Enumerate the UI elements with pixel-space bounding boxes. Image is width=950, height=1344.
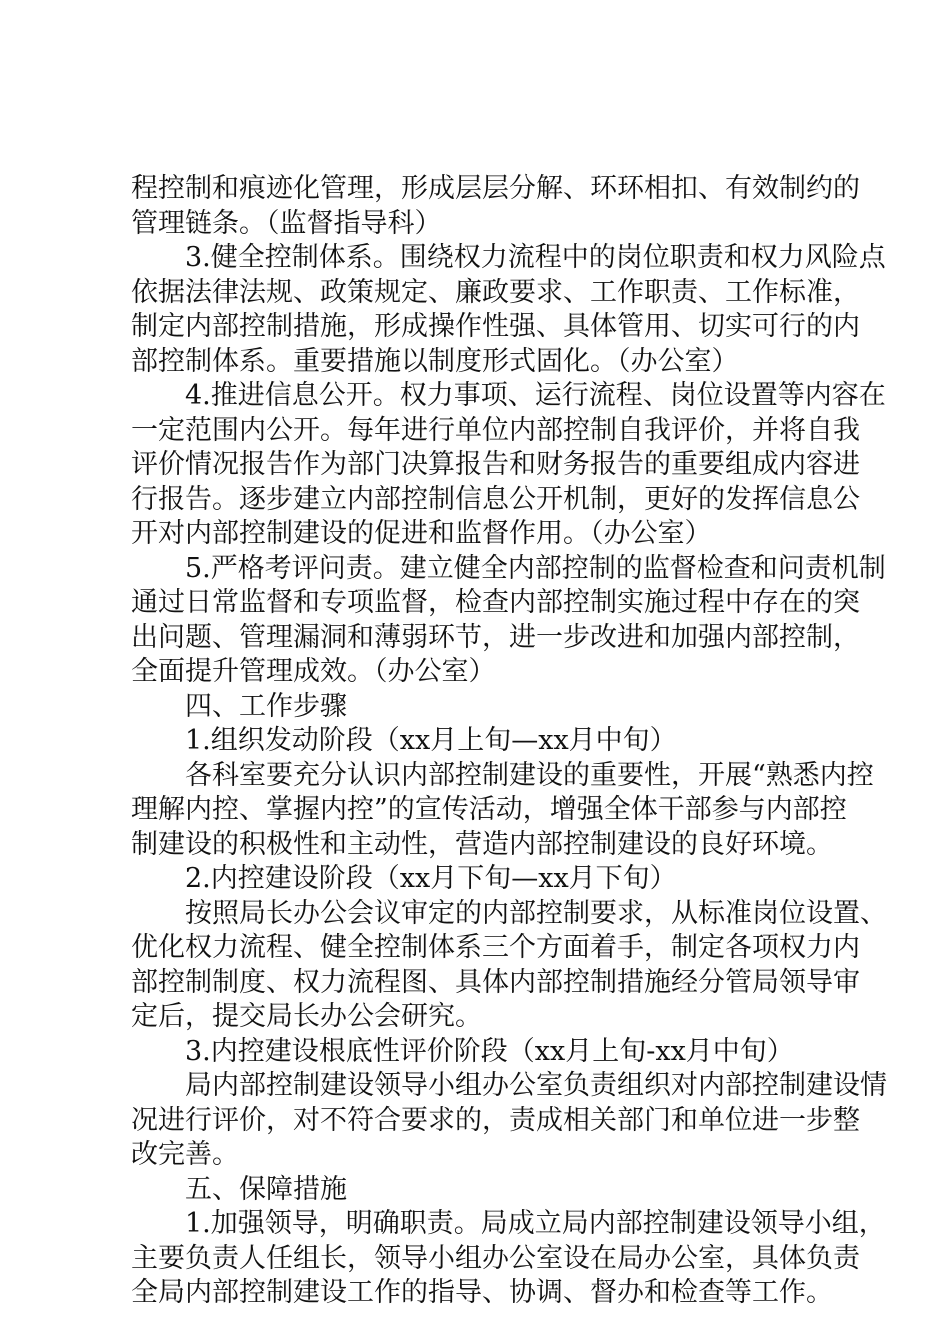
section-heading: 五、保障措施 <box>185 1173 347 1205</box>
text-line: 1.加强领导，明确职责。局成立局内部控制建设领导小组， <box>185 1208 886 1239</box>
text-line: 全面提升管理成效。（办公室） <box>131 656 496 687</box>
text-line: 各科室要充分认识内部控制建设的重要性，开展“熟悉内控 <box>185 759 874 791</box>
text-line: 开对内部控制建设的促进和监督作用。（办公室） <box>131 518 712 549</box>
text-line: 况进行评价，对不符合要求的，责成相关部门和单位进一步整 <box>131 1104 860 1136</box>
text-line: 定后，提交局长办公会研究。 <box>131 1001 482 1032</box>
text-line: 理解内控、掌握内控”的宣传活动，增强全体干部参与内部控 <box>131 794 847 825</box>
text-line: 优化权力流程、健全控制体系三个方面着手，制定各项权力内 <box>131 932 860 963</box>
text-line: 部控制体系。重要措施以制度形式固化。（办公室） <box>131 345 739 377</box>
text-line: 制建设的积极性和主动性，营造内部控制建设的良好环境。 <box>131 828 833 860</box>
text-line: 4.推进信息公开。权力事项、运行流程、岗位设置等内容在 <box>185 380 886 411</box>
text-line: 改完善。 <box>131 1139 239 1170</box>
document-body <box>131 172 887 1311</box>
text-line: 程控制和痕迹化管理，形成层层分解、环环相扣、有效制约的 <box>131 173 860 204</box>
text-line: 按照局长办公会议审定的内部控制要求，从标准岗位设置、 <box>185 897 887 929</box>
text-line: 全局内部控制建设工作的指导、协调、督办和检查等工作。 <box>131 1277 833 1308</box>
text-line: 依据法律法规、政策规定、廉政要求、工作职责、工作标准， <box>131 276 860 308</box>
text-line: 部控制制度、权力流程图、具体内部控制措施经分管局领导审 <box>131 966 860 998</box>
section-heading: 四、工作步骤 <box>185 690 347 722</box>
text-line: 出问题、管理漏洞和薄弱环节，进一步改进和加强内部控制， <box>131 621 860 653</box>
text-line: 行报告。逐步建立内部控制信息公开机制，更好的发挥信息公 <box>131 483 860 515</box>
text-line: 局内部控制建设领导小组办公室负责组织对内部控制建设情 <box>185 1070 887 1101</box>
text-line: 制定内部控制措施，形成操作性强、具体管用、切实可行的内 <box>131 311 860 342</box>
text-line: 2.内控建设阶段（xx月下旬—xx月下旬） <box>185 863 677 894</box>
text-line: 评价情况报告作为部门决算报告和财务报告的重要组成内容进 <box>131 449 860 480</box>
text-line: 3.内控建设根底性评价阶段（xx月上旬-xx月中旬） <box>185 1035 794 1067</box>
text-line: 3.健全控制体系。围绕权力流程中的岗位职责和权力风险点 <box>185 242 886 273</box>
text-line: 通过日常监督和专项监督，检查内部控制实施过程中存在的突 <box>131 587 860 618</box>
text-line: 主要负责人任组长，领导小组办公室设在局办公室，具体负责 <box>131 1242 860 1274</box>
text-line: 5.严格考评问责。建立健全内部控制的监督检查和问责机制 <box>185 552 886 584</box>
text-line: 一定范围内公开。每年进行单位内部控制自我评价，并将自我 <box>131 414 860 446</box>
text-line: 管理链条。（监督指导科） <box>131 207 442 239</box>
text-line: 1.组织发动阶段（xx月上旬—xx月中旬） <box>185 725 677 756</box>
